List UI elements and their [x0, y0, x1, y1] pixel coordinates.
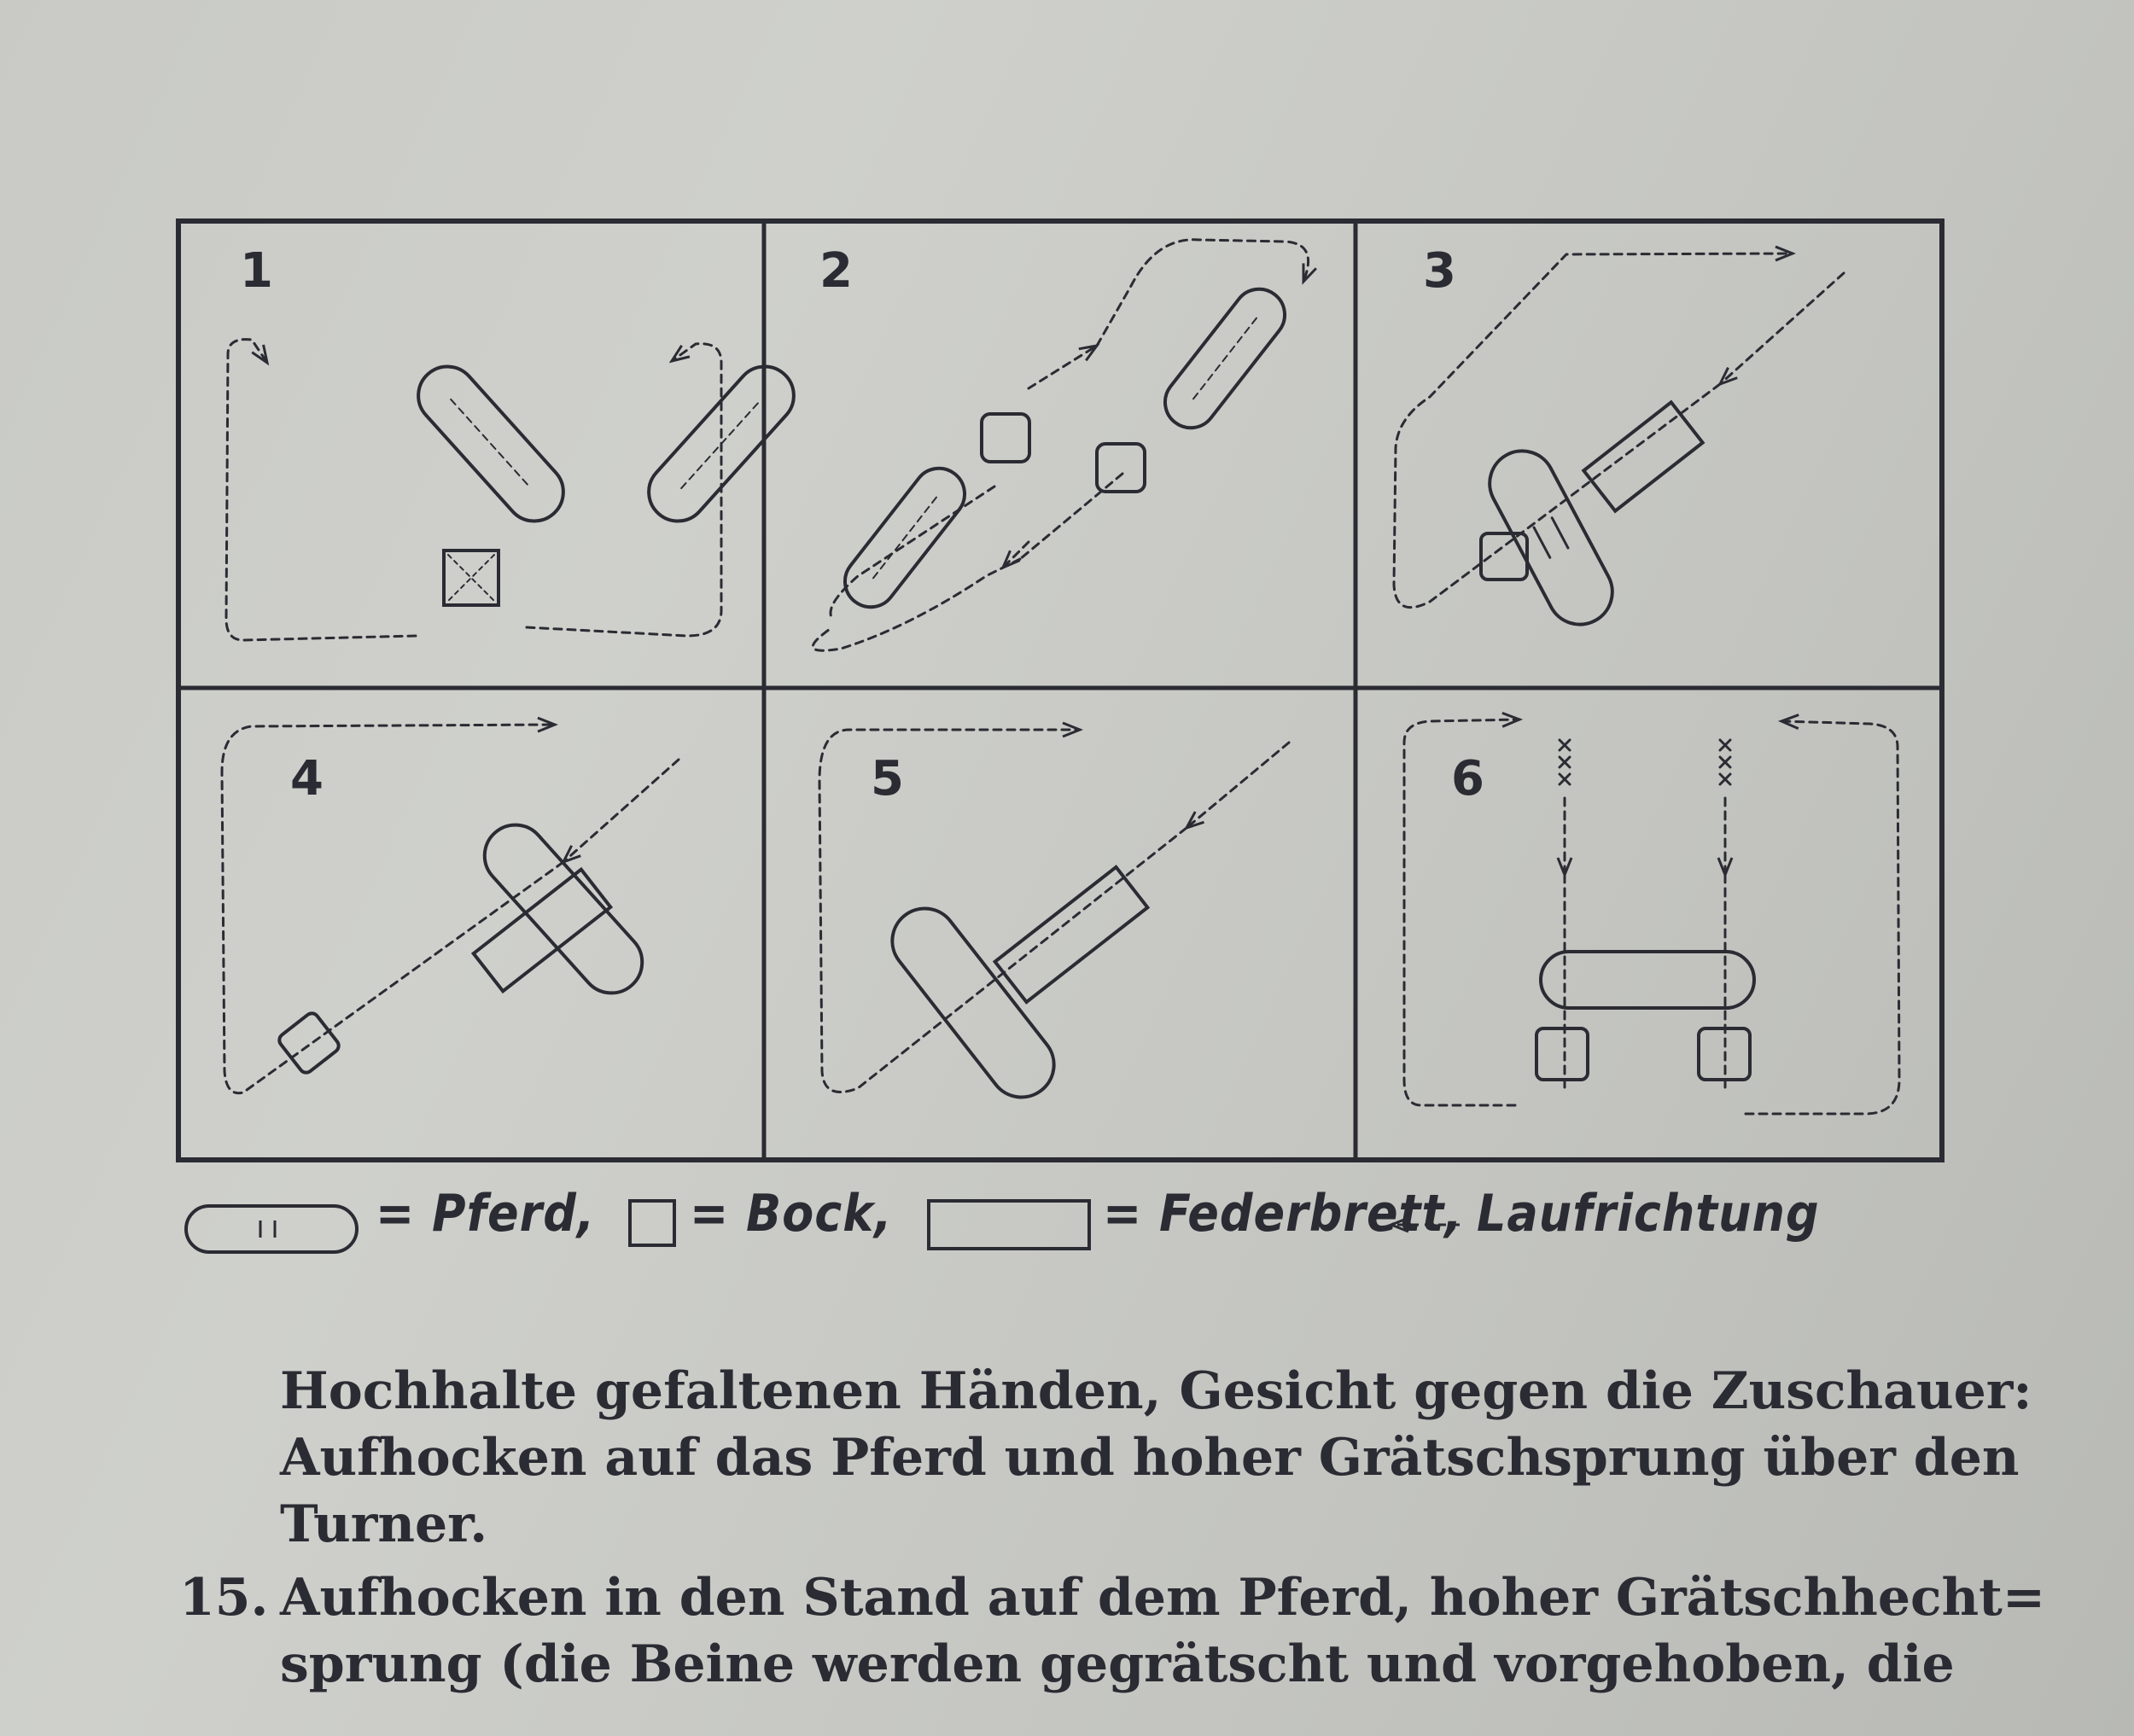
- bock-icon: [982, 414, 1029, 462]
- diagram-frame: [178, 221, 1942, 1160]
- item-line: sprung (die Beine werden gegrätscht und vorgehoben, die: [280, 1634, 1955, 1694]
- item-number: 15.: [179, 1568, 269, 1628]
- panel-number: 2: [819, 243, 853, 299]
- pferd-icon: [1155, 279, 1295, 439]
- diagram-legend: [179, 1182, 1955, 1276]
- bock-symbol-icon: [630, 1201, 674, 1245]
- legend-label-pferd: = Pferd,: [376, 1184, 596, 1244]
- legend-label-federbrett: = Federbrett,: [1103, 1184, 1463, 1244]
- legend-label-bock: = Bock,: [690, 1184, 893, 1244]
- pferd-icon: [1541, 952, 1754, 1008]
- paragraph-line: Turner.: [280, 1494, 488, 1554]
- bock-icon: [1481, 533, 1527, 580]
- panel-number: 5: [871, 751, 904, 807]
- pferd-icon: [406, 355, 575, 533]
- pferd-icon: [835, 458, 975, 618]
- panel-number: 1: [240, 243, 273, 299]
- item-line: Aufhocken in den Stand auf dem Pferd, hoher Grätschhecht=: [280, 1568, 2046, 1628]
- bock-icon: [277, 1011, 341, 1075]
- federbrett-symbol-icon: [929, 1201, 1089, 1249]
- panel-2-drawing: [813, 240, 1308, 650]
- bock-icon: [1536, 1028, 1588, 1080]
- federbrett-icon: [1583, 402, 1702, 510]
- panel-number: 3: [1423, 243, 1456, 299]
- exercise-diagram: [175, 218, 1946, 1165]
- paragraph-line: Hochhalte gefaltenen Händen, Gesicht gegen die Zuschauer:: [280, 1361, 2032, 1421]
- paragraph-line: Aufhocken auf das Pferd und hoher Grätschsprung über den: [280, 1428, 2020, 1488]
- pferd-icon: [1478, 440, 1624, 636]
- federbrett-icon: [995, 867, 1148, 1002]
- pferd-icon: [472, 813, 655, 1006]
- panel-number: 6: [1451, 751, 1484, 807]
- legend-label-laufrichtung: Laufrichtung: [1477, 1184, 1820, 1244]
- panel-3-drawing: [1394, 253, 1844, 636]
- pferd-symbol-icon: [186, 1206, 357, 1252]
- diagram-graphic: [175, 218, 1946, 1165]
- panel-1-drawing: [226, 340, 806, 640]
- cross-marks: [1560, 740, 1730, 784]
- panel-number: 4: [290, 751, 324, 807]
- bock-icon: [1097, 444, 1145, 492]
